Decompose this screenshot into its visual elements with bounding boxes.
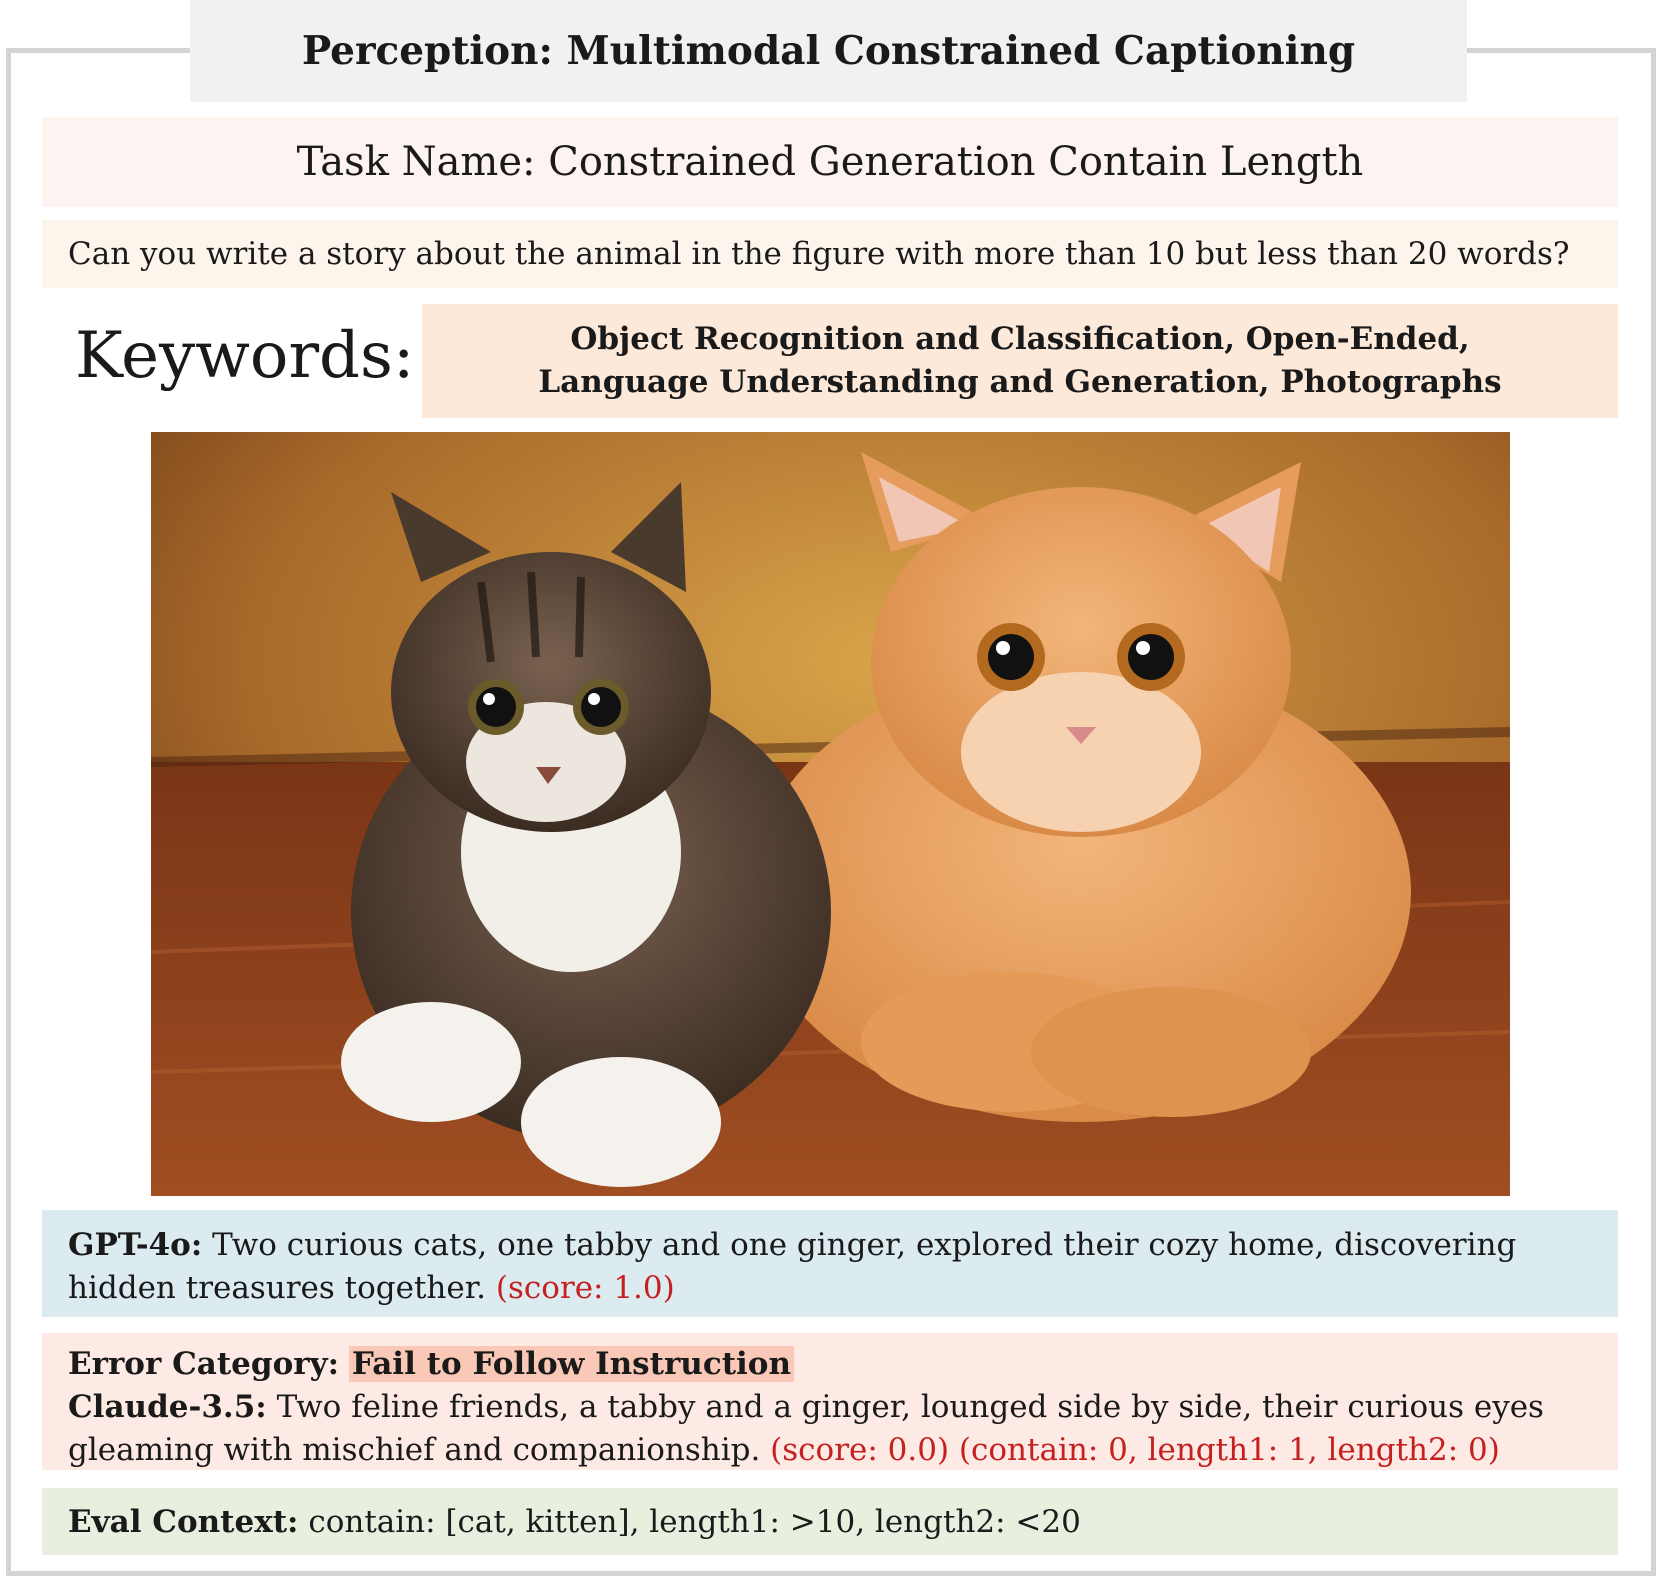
gpt-score: (score: 1.0) [495, 1270, 675, 1306]
gpt-response-box [42, 1210, 1618, 1317]
question-banner [42, 220, 1618, 288]
keywords-label: Keywords: [75, 319, 415, 393]
claude-label: Claude-3.5: [68, 1389, 267, 1425]
claude-score-detail: (contain: 0, length1: 1, length2: 0) [958, 1432, 1500, 1468]
claude-response-box [42, 1333, 1618, 1470]
page-title-text: Perception: Multimodal Constrained Captioning [301, 28, 1356, 74]
keywords-line-2: Language Understanding and Generation, Photographs [538, 364, 1502, 400]
claude-response-text: Two feline friends, a tabby and a ginger, lounged side by side, their curious eyes gleaming with mischief and companionship. [68, 1389, 1544, 1468]
keywords-line-1: Object Recognition and Classification, Open-Ended, [570, 321, 1470, 357]
gpt-label: GPT-4o: [68, 1227, 203, 1263]
gpt-response-text: Two curious cats, one tabby and one ginger, explored their cozy home, discovering hidden treasures together. [68, 1227, 1517, 1306]
question-text: Can you write a story about the animal in the figure with more than 10 but less than 20 words? [68, 236, 1570, 272]
eval-context-label: Eval Context: [68, 1503, 299, 1540]
keywords-box [422, 304, 1618, 418]
task-name-banner [42, 117, 1618, 207]
eval-context-text: contain: [cat, kitten], length1: >10, length2: <20 [298, 1503, 1081, 1540]
claude-score: (score: 0.0) [770, 1432, 950, 1468]
error-category-label: Error Category: [68, 1346, 340, 1382]
error-category-badge: Fail to Follow Instruction [349, 1346, 794, 1382]
cats-photo [151, 432, 1510, 1196]
eval-context-box [42, 1488, 1618, 1555]
task-name-text: Task Name: Constrained Generation Contain Length [296, 139, 1364, 185]
page-title [190, 0, 1467, 102]
